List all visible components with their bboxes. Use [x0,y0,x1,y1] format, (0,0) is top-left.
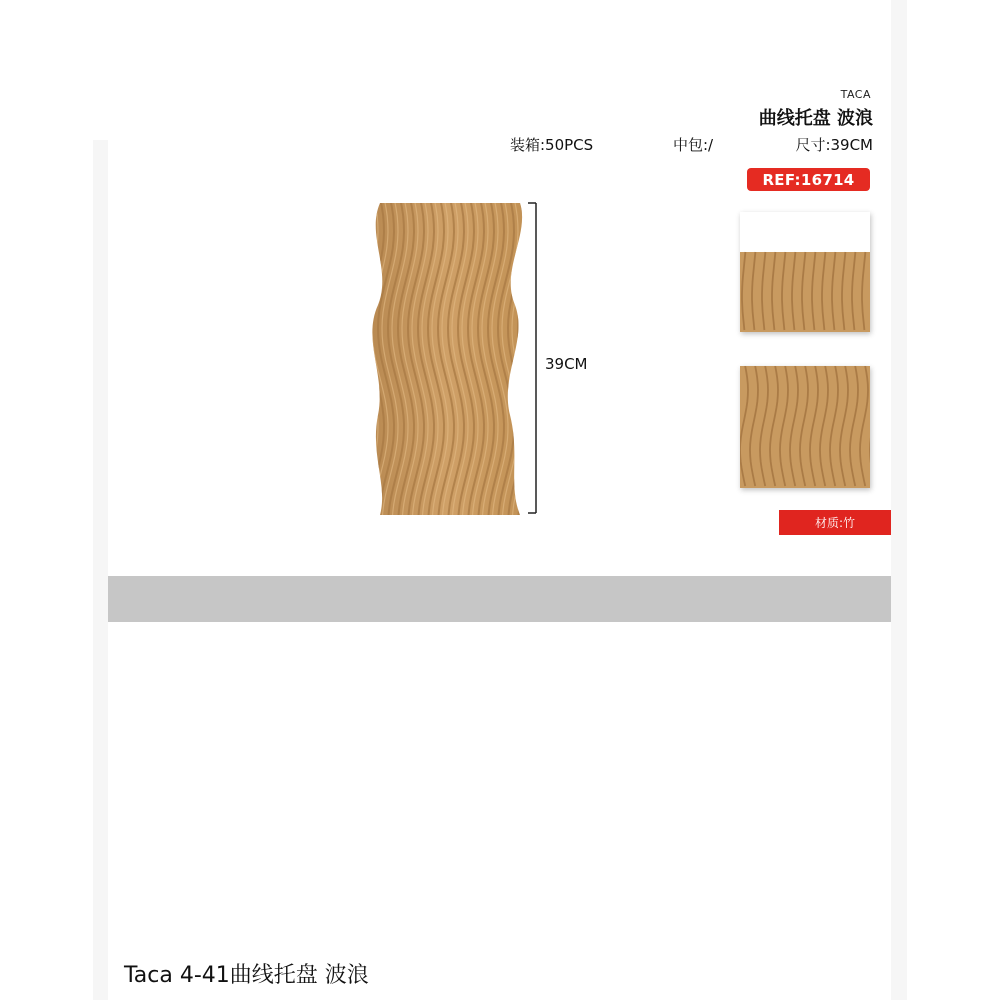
dimension-label: 39CM [545,355,588,373]
right-frame-edge [891,0,907,1000]
dimension-bracket [526,202,540,514]
bamboo-ridge [370,200,374,520]
thumbnail-1[interactable] [740,212,870,332]
product-image[interactable] [370,200,530,520]
brand-label: TACA [840,88,871,101]
material-badge: 材质:竹 [779,510,891,535]
packing-spec: 装箱:50PCS [510,136,594,154]
size-spec: 尺寸:39CM [795,136,873,154]
section-divider [108,576,891,622]
ref-badge: REF:16714 [747,168,870,191]
left-frame-edge [93,140,108,1000]
middle-pack-spec: 中包:/ [673,136,714,154]
listing-caption[interactable]: Taca 4-41曲线托盘 波浪 [124,963,369,988]
thumbnail-2[interactable] [740,366,870,488]
product-card[interactable] [108,0,891,1000]
product-title: 曲线托盘 波浪 [758,108,873,129]
